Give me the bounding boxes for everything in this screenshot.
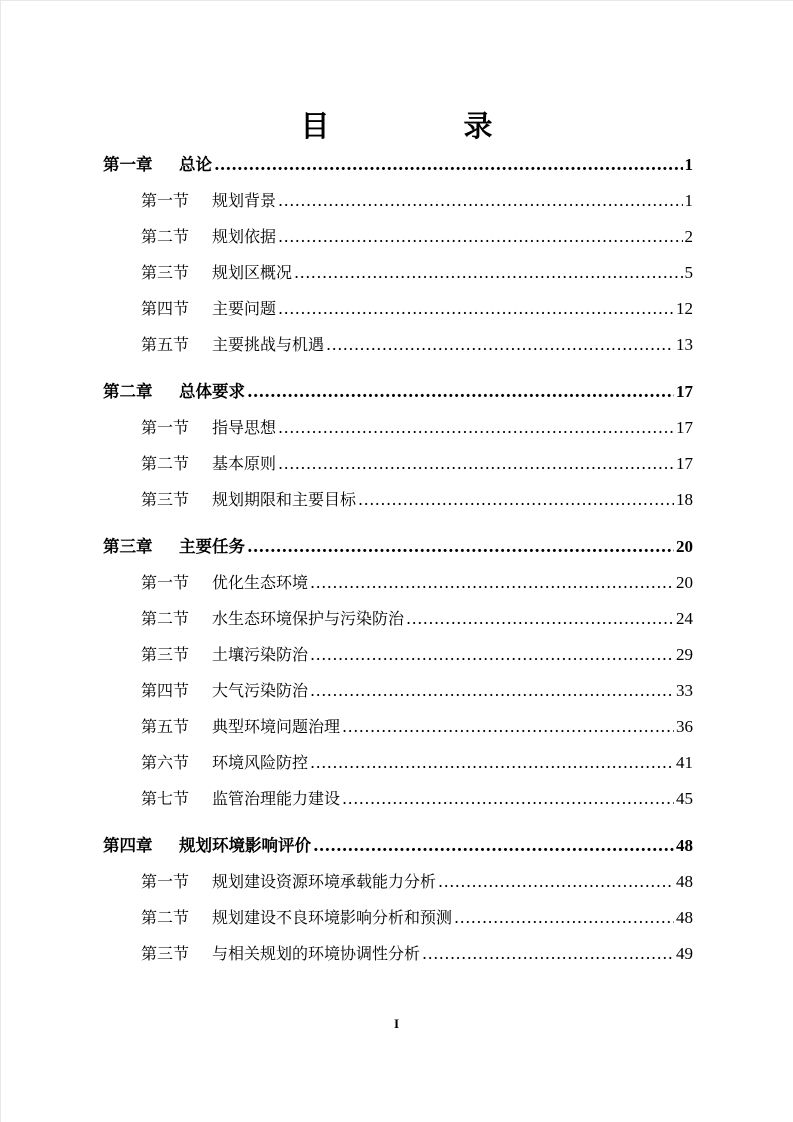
toc-entry-title: 大气污染防治 bbox=[212, 681, 309, 700]
toc-dot-leader bbox=[406, 601, 674, 637]
toc-section-entry[interactable] bbox=[103, 709, 693, 745]
toc-entry-number: 第二节 bbox=[141, 908, 190, 927]
toc-entry-title: 规划背景 bbox=[212, 191, 277, 210]
toc-entry-page: 49 bbox=[676, 944, 693, 963]
toc-entry-page: 2 bbox=[684, 227, 693, 246]
toc-section-entry[interactable] bbox=[103, 291, 693, 327]
toc-entry-title: 基本原则 bbox=[212, 454, 277, 473]
toc-dot-leader bbox=[422, 936, 674, 972]
toc-entry-page: 33 bbox=[676, 681, 693, 700]
toc-entry-number: 第四节 bbox=[141, 681, 190, 700]
toc-entry-page: 5 bbox=[684, 263, 693, 282]
toc-entry-number: 第一节 bbox=[141, 418, 190, 437]
toc-entry-number: 第一章 bbox=[103, 155, 153, 174]
toc-entry-page: 17 bbox=[676, 454, 693, 473]
toc-entry-number: 第四节 bbox=[141, 299, 190, 318]
toc-entry-title: 规划建设资源环境承载能力分析 bbox=[212, 872, 437, 891]
toc-entry-title: 指导思想 bbox=[212, 418, 277, 437]
toc-entry-page: 20 bbox=[676, 573, 693, 592]
toc-entry-page: 17 bbox=[676, 382, 693, 401]
toc-entry-number: 第三节 bbox=[141, 263, 190, 282]
toc-entry-page: 48 bbox=[676, 872, 693, 891]
toc-entry-title: 总论 bbox=[179, 155, 212, 174]
toc-entry-page: 24 bbox=[676, 609, 693, 628]
toc-dot-leader bbox=[278, 219, 682, 255]
toc-section-entry[interactable] bbox=[103, 781, 693, 817]
toc-section-entry[interactable] bbox=[103, 745, 693, 781]
toc-section-entry[interactable] bbox=[103, 327, 693, 363]
toc-section-entry[interactable] bbox=[103, 219, 693, 255]
toc-dot-leader bbox=[342, 781, 674, 817]
toc-dot-leader bbox=[342, 709, 674, 745]
toc-entry-title: 典型环境问题治理 bbox=[212, 717, 341, 736]
toc-entry-number: 第二节 bbox=[141, 454, 190, 473]
toc-entry-number: 第三节 bbox=[141, 645, 190, 664]
toc-chapter-entry[interactable] bbox=[103, 828, 693, 864]
toc-chapter-entry[interactable] bbox=[103, 529, 693, 565]
toc-entry-number: 第二节 bbox=[141, 227, 190, 246]
toc-section-entry[interactable] bbox=[103, 255, 693, 291]
toc-section-entry[interactable] bbox=[103, 900, 693, 936]
toc-section-entry[interactable] bbox=[103, 446, 693, 482]
toc-chapter-entry[interactable] bbox=[103, 147, 693, 183]
toc-dot-leader bbox=[310, 745, 674, 781]
toc-entry-page: 17 bbox=[676, 418, 693, 437]
toc-dot-leader bbox=[278, 410, 674, 446]
toc-entry-title: 与相关规划的环境协调性分析 bbox=[212, 944, 421, 963]
toc-section-entry[interactable] bbox=[103, 601, 693, 637]
toc-entry-title: 主要挑战与机遇 bbox=[212, 335, 325, 354]
toc-entry-page: 41 bbox=[676, 753, 693, 772]
toc-dot-leader bbox=[438, 864, 674, 900]
toc-entry-number: 第二章 bbox=[103, 382, 153, 401]
toc-entry-number: 第五节 bbox=[141, 335, 190, 354]
toc-entry-number: 第三章 bbox=[103, 537, 153, 556]
toc-entry-title: 总体要求 bbox=[179, 382, 245, 401]
toc-section-entry[interactable] bbox=[103, 565, 693, 601]
toc-entry-title: 规划区概况 bbox=[212, 263, 293, 282]
toc-entry-number: 第七节 bbox=[141, 789, 190, 808]
toc-section-entry[interactable] bbox=[103, 673, 693, 709]
toc-dot-leader bbox=[247, 529, 674, 565]
toc-entry-number: 第三节 bbox=[141, 490, 190, 509]
toc-entry-page: 45 bbox=[676, 789, 693, 808]
toc-dot-leader bbox=[278, 183, 682, 219]
toc-dot-leader bbox=[247, 374, 674, 410]
toc-entry-title: 规划环境影响评价 bbox=[179, 836, 311, 855]
toc-section-entry[interactable] bbox=[103, 482, 693, 518]
page-number: I bbox=[393, 1016, 400, 1031]
toc-entry-page: 12 bbox=[676, 299, 693, 318]
toc-entry-title: 规划期限和主要目标 bbox=[212, 490, 357, 509]
toc-entry-number: 第一节 bbox=[141, 573, 190, 592]
toc-entry-page: 13 bbox=[676, 335, 693, 354]
toc-entry-title: 规划依据 bbox=[212, 227, 277, 246]
toc-entry-number: 第五节 bbox=[141, 717, 190, 736]
toc-entry-title: 土壤污染防治 bbox=[212, 645, 309, 664]
toc-dot-leader bbox=[214, 147, 683, 183]
toc-dot-leader bbox=[326, 327, 674, 363]
toc-entry-page: 20 bbox=[676, 537, 693, 556]
toc-entry-page: 36 bbox=[676, 717, 693, 736]
toc-entry-title: 监管治理能力建设 bbox=[212, 789, 341, 808]
toc-entry-number: 第四章 bbox=[103, 836, 153, 855]
toc-entry-number: 第二节 bbox=[141, 609, 190, 628]
toc-entry-number: 第六节 bbox=[141, 753, 190, 772]
toc-entry-page: 29 bbox=[676, 645, 693, 664]
toc-section-entry[interactable] bbox=[103, 864, 693, 900]
toc-dot-leader bbox=[278, 291, 674, 327]
toc-entry-title: 规划建设不良环境影响分析和预测 bbox=[212, 908, 453, 927]
toc-entry-page: 1 bbox=[684, 191, 693, 210]
toc-dot-leader bbox=[358, 482, 674, 518]
toc-entry-page: 1 bbox=[684, 155, 693, 174]
toc-entry-number: 第三节 bbox=[141, 944, 190, 963]
table-of-contents bbox=[103, 147, 693, 972]
toc-dot-leader bbox=[278, 446, 674, 482]
toc-section-entry[interactable] bbox=[103, 183, 693, 219]
toc-entry-number: 第一节 bbox=[141, 191, 190, 210]
toc-dot-leader bbox=[294, 255, 682, 291]
toc-section-entry[interactable] bbox=[103, 637, 693, 673]
toc-chapter-entry[interactable] bbox=[103, 374, 693, 410]
toc-entry-title: 优化生态环境 bbox=[212, 573, 309, 592]
toc-entry-page: 48 bbox=[676, 836, 693, 855]
toc-entry-title: 水生态环境保护与污染防治 bbox=[212, 609, 405, 628]
toc-dot-leader bbox=[310, 637, 674, 673]
toc-dot-leader bbox=[310, 565, 674, 601]
toc-entry-title: 主要任务 bbox=[179, 537, 245, 556]
toc-entry-title: 主要问题 bbox=[212, 299, 277, 318]
toc-dot-leader bbox=[313, 828, 674, 864]
toc-section-entry[interactable] bbox=[103, 410, 693, 446]
toc-section-entry[interactable] bbox=[103, 936, 693, 972]
page-title: 目 录 bbox=[300, 109, 555, 143]
toc-dot-leader bbox=[310, 673, 674, 709]
toc-entry-title: 环境风险防控 bbox=[212, 753, 309, 772]
toc-dot-leader bbox=[454, 900, 674, 936]
toc-entry-page: 48 bbox=[676, 908, 693, 927]
toc-entry-page: 18 bbox=[676, 490, 693, 509]
toc-entry-number: 第一节 bbox=[141, 872, 190, 891]
